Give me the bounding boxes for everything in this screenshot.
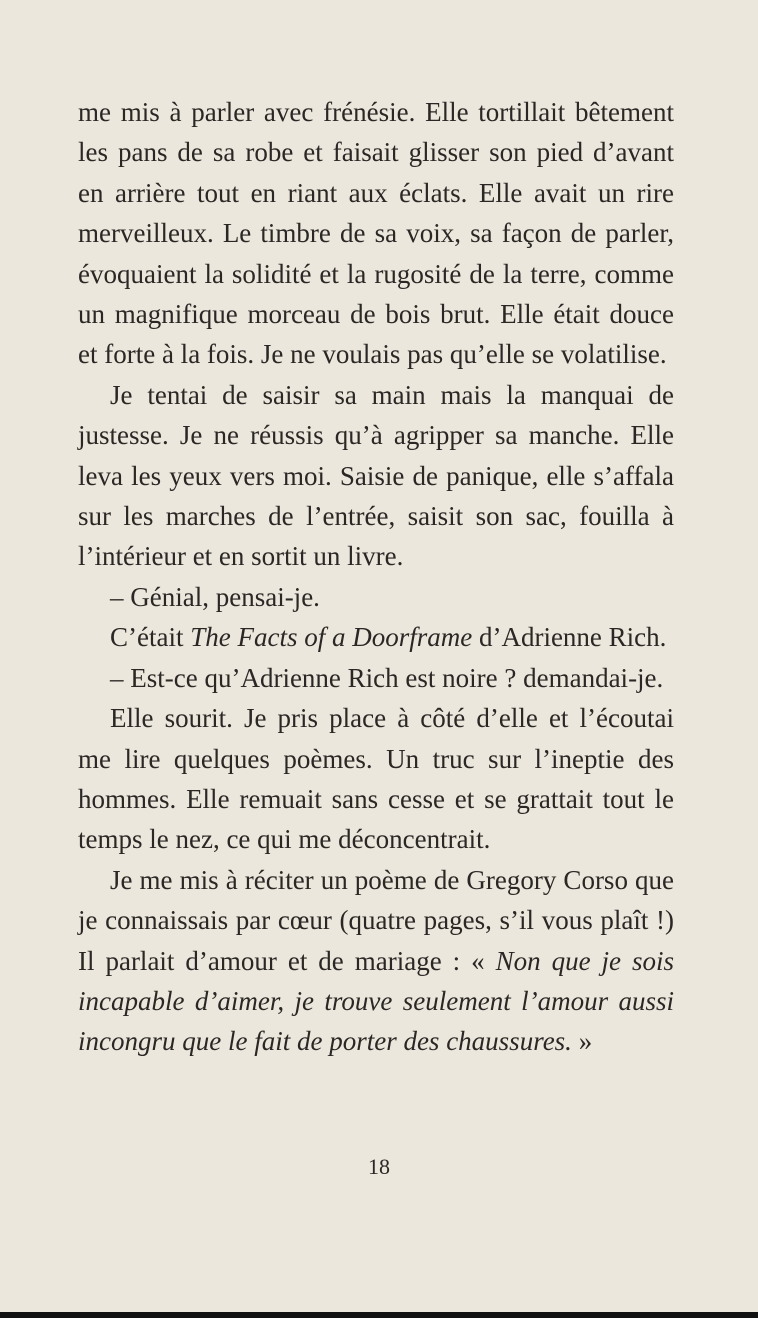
italic-text: The Facts of a Doorframe xyxy=(190,622,473,653)
text-run: Je tentai de saisir sa main mais la manquai de justesse. Je ne réussis qu’à agripper sa manche. Elle leva les yeux vers moi. Saisie de panique, elle s’affala sur les marches de l’entrée, saisit son sac, fouilla à l’intérieur et en sortit un livre. xyxy=(78,379,674,572)
bottom-edge xyxy=(0,1312,758,1318)
paragraph xyxy=(78,577,674,617)
paragraph xyxy=(78,617,674,657)
text-run: Elle sourit. Je pris place à côté d’elle et l’écoutai me lire quelques poèmes. Un truc sur l’ineptie des hommes. Elle remuait sans cesse et se grattait tout le temps le nez, ce qui me déconcentrait. xyxy=(78,703,674,855)
paragraph xyxy=(78,698,674,860)
text-run: » xyxy=(571,1026,593,1057)
text-run: d’Adrienne Rich. xyxy=(472,622,667,653)
text-run: C’était xyxy=(110,622,191,653)
page-number: 18 xyxy=(368,1154,390,1179)
page-body xyxy=(78,92,674,1062)
paragraph xyxy=(78,375,674,577)
text-run: me mis à parler avec frénésie. Elle tortillait bêtement les pans de sa robe et faisait glisser son pied d’avant en arrière tout en riant aux éclats. Elle avait un rire merveilleux. Le timbre de sa voix, sa façon de parler, évoquaient la solidité et la rugosité de la terre, comme un magnifique morceau de bois brut. Elle était douce et forte à la fois. Je ne voulais pas qu’elle se volatilise. xyxy=(78,97,674,370)
paragraph xyxy=(78,92,674,375)
paragraph xyxy=(78,658,674,698)
italic-text: Non que je sois incapable d’aimer, je trouve seulement l’amour aussi incongru que le fait de porter des chaussures. xyxy=(78,945,674,1057)
text-run: – Est-ce qu’Adrienne Rich est noire ? demandai-je. xyxy=(110,662,664,693)
text-run: Je me mis à réciter un poème de Gregory Corso que je connaissais par cœur (quatre pages, s’il vous plaît !) Il parlait d’amour et de mariage : « xyxy=(78,864,674,976)
paragraph xyxy=(78,860,674,1062)
text-run: – Génial, pensai-je. xyxy=(110,581,320,612)
